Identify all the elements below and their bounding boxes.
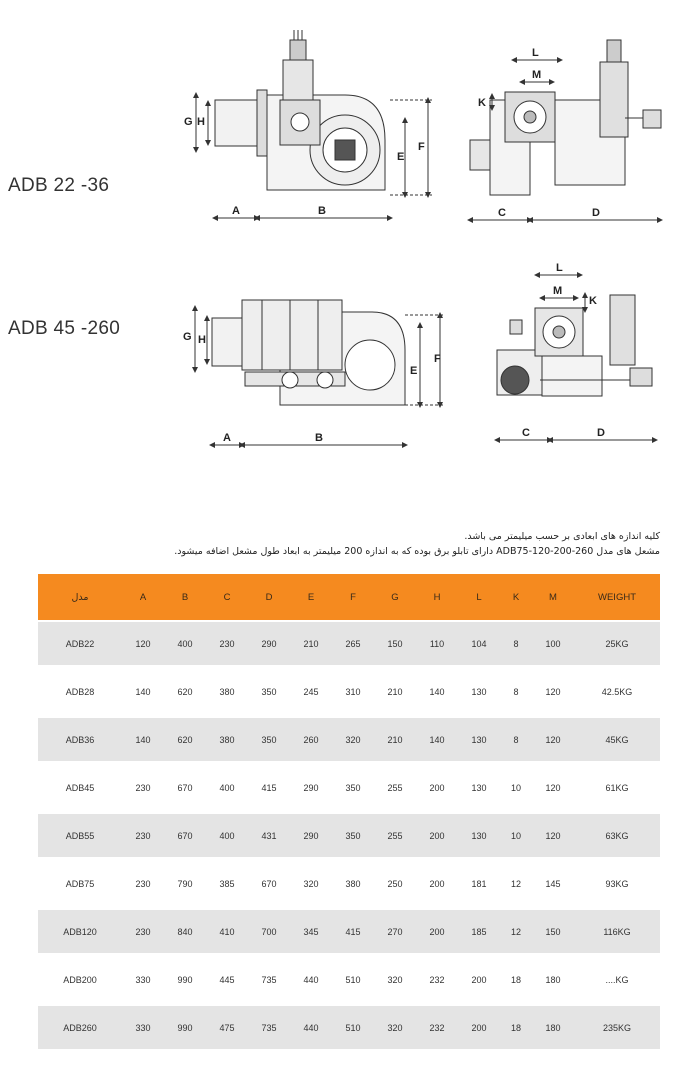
column-header: E (290, 574, 332, 622)
svg-text:F: F (434, 353, 441, 365)
table-row (38, 910, 660, 958)
model-cell: ADB28 (38, 670, 122, 718)
value-cell: 290 (290, 814, 332, 862)
column-header: مدل (38, 574, 122, 622)
value-cell: 440 (290, 1006, 332, 1054)
value-cell: 380 (206, 718, 248, 766)
value-cell: 230 (122, 910, 164, 958)
value-cell: 255 (374, 814, 416, 862)
value-cell: 320 (374, 1006, 416, 1054)
value-cell: 380 (332, 862, 374, 910)
svg-text:G: G (184, 116, 193, 128)
value-cell: 310 (332, 670, 374, 718)
value-cell: 290 (290, 766, 332, 814)
column-header: H (416, 574, 458, 622)
value-cell: 180 (532, 1006, 574, 1054)
svg-text:A: A (223, 432, 231, 444)
value-cell: 8 (500, 622, 532, 670)
value-cell: 120 (532, 814, 574, 862)
value-cell: 10 (500, 766, 532, 814)
value-cell: 12 (500, 910, 532, 958)
value-cell: 140 (122, 718, 164, 766)
value-cell: 475 (206, 1006, 248, 1054)
value-cell: 232 (416, 958, 458, 1006)
value-cell: 130 (458, 718, 500, 766)
svg-text:H: H (197, 116, 205, 128)
value-cell: 100 (532, 622, 574, 670)
value-cell: 230 (122, 862, 164, 910)
burner-dimension-drawings (0, 0, 700, 470)
value-cell: 8 (500, 670, 532, 718)
value-cell: 350 (332, 766, 374, 814)
table-row (38, 718, 660, 766)
value-cell: 265 (332, 622, 374, 670)
table-row (38, 958, 660, 1006)
model-cell: ADB120 (38, 910, 122, 958)
table-row (38, 862, 660, 910)
value-cell: 210 (374, 718, 416, 766)
value-cell: 670 (164, 814, 206, 862)
value-cell: 120 (122, 622, 164, 670)
column-header: G (374, 574, 416, 622)
value-cell: 145 (532, 862, 574, 910)
svg-text:H: H (198, 334, 206, 346)
column-header: K (500, 574, 532, 622)
value-cell: 200 (458, 1006, 500, 1054)
value-cell: 200 (416, 910, 458, 958)
svg-text:G: G (183, 331, 192, 343)
value-cell: 130 (458, 766, 500, 814)
svg-text:E: E (397, 151, 405, 163)
value-cell: 350 (248, 718, 290, 766)
value-cell: 210 (374, 670, 416, 718)
value-cell: 320 (332, 718, 374, 766)
value-cell: 385 (206, 862, 248, 910)
value-cell: 18 (500, 958, 532, 1006)
svg-text:M: M (532, 69, 542, 81)
value-cell: 735 (248, 958, 290, 1006)
value-cell: 400 (164, 622, 206, 670)
value-cell: 431 (248, 814, 290, 862)
note-units: کلیه اندازه های ابعادی بر حسب میلیمتر می باشد. (464, 531, 660, 542)
value-cell: 18 (500, 1006, 532, 1054)
value-cell: 230 (122, 814, 164, 862)
value-cell: 380 (206, 670, 248, 718)
value-cell: 210 (290, 622, 332, 670)
value-cell: 330 (122, 1006, 164, 1054)
value-cell: ....KG (574, 958, 660, 1006)
column-header: WEIGHT (574, 574, 660, 622)
value-cell: 12 (500, 862, 532, 910)
model-cell: ADB75 (38, 862, 122, 910)
value-cell: 185 (458, 910, 500, 958)
column-header: C (206, 574, 248, 622)
value-cell: 61KG (574, 766, 660, 814)
value-cell: 120 (532, 766, 574, 814)
svg-text:L: L (556, 262, 563, 274)
table-header-row (38, 574, 660, 622)
svg-text:C: C (522, 427, 530, 439)
value-cell: 445 (206, 958, 248, 1006)
value-cell: 320 (374, 958, 416, 1006)
value-cell: 670 (164, 766, 206, 814)
value-cell: 320 (290, 862, 332, 910)
svg-text:D: D (592, 207, 600, 219)
svg-text:E: E (410, 365, 418, 377)
value-cell: 245 (290, 670, 332, 718)
value-cell: 290 (248, 622, 290, 670)
table-row (38, 814, 660, 862)
model-cell: ADB55 (38, 814, 122, 862)
value-cell: 260 (290, 718, 332, 766)
value-cell: 104 (458, 622, 500, 670)
value-cell: 140 (122, 670, 164, 718)
value-cell: 510 (332, 1006, 374, 1054)
column-header: L (458, 574, 500, 622)
column-header: A (122, 574, 164, 622)
value-cell: 181 (458, 862, 500, 910)
table-row (38, 766, 660, 814)
drawing-1-front-view (470, 40, 661, 220)
value-cell: 250 (374, 862, 416, 910)
svg-text:M: M (553, 285, 563, 297)
svg-text:K: K (589, 295, 597, 307)
drawing-1-side-view (184, 30, 432, 218)
value-cell: 350 (332, 814, 374, 862)
svg-text:A: A (232, 205, 240, 217)
drawing-2-side-view (183, 300, 444, 445)
value-cell: 415 (332, 910, 374, 958)
value-cell: 230 (206, 622, 248, 670)
model-cell: ADB22 (38, 622, 122, 670)
column-header: M (532, 574, 574, 622)
value-cell: 345 (290, 910, 332, 958)
value-cell: 10 (500, 814, 532, 862)
table-row (38, 1006, 660, 1054)
value-cell: 150 (532, 910, 574, 958)
dimensions-table (38, 574, 660, 1054)
value-cell: 93KG (574, 862, 660, 910)
value-cell: 200 (458, 958, 500, 1006)
column-header: D (248, 574, 290, 622)
value-cell: 130 (458, 814, 500, 862)
value-cell: 440 (290, 958, 332, 1006)
value-cell: 25KG (574, 622, 660, 670)
model-cell: ADB45 (38, 766, 122, 814)
svg-text:B: B (318, 205, 326, 217)
value-cell: 700 (248, 910, 290, 958)
value-cell: 150 (374, 622, 416, 670)
value-cell: 410 (206, 910, 248, 958)
value-cell: 200 (416, 814, 458, 862)
value-cell: 415 (248, 766, 290, 814)
value-cell: 8 (500, 718, 532, 766)
model-cell: ADB200 (38, 958, 122, 1006)
value-cell: 255 (374, 766, 416, 814)
value-cell: 400 (206, 766, 248, 814)
value-cell: 270 (374, 910, 416, 958)
drawing-2-front-view (497, 262, 655, 440)
column-header: F (332, 574, 374, 622)
value-cell: 140 (416, 718, 458, 766)
model-cell: ADB260 (38, 1006, 122, 1054)
value-cell: 350 (248, 670, 290, 718)
value-cell: 400 (206, 814, 248, 862)
value-cell: 116KG (574, 910, 660, 958)
value-cell: 45KG (574, 718, 660, 766)
diagram-title-adb22-36: ADB 22 -36 (8, 175, 110, 196)
table-row (38, 670, 660, 718)
diagram-title-adb45-260: ADB 45 -260 (8, 318, 121, 339)
svg-text:D: D (597, 427, 605, 439)
value-cell: 180 (532, 958, 574, 1006)
svg-text:C: C (498, 207, 506, 219)
value-cell: 42.5KG (574, 670, 660, 718)
value-cell: 620 (164, 718, 206, 766)
value-cell: 230 (122, 766, 164, 814)
value-cell: 670 (248, 862, 290, 910)
svg-text:L: L (532, 47, 539, 59)
value-cell: 330 (122, 958, 164, 1006)
value-cell: 200 (416, 766, 458, 814)
note-control-panel: مشعل های مدل ADB75-120-200-260 دارای تابلو برق بوده که به اندازه 200 میلیمتر به ابعاد طول مشعل اضافه میشود. (174, 546, 660, 557)
svg-text:F: F (418, 141, 425, 153)
value-cell: 620 (164, 670, 206, 718)
value-cell: 840 (164, 910, 206, 958)
model-cell: ADB36 (38, 718, 122, 766)
value-cell: 130 (458, 670, 500, 718)
value-cell: 140 (416, 670, 458, 718)
value-cell: 990 (164, 958, 206, 1006)
svg-text:B: B (315, 432, 323, 444)
value-cell: 200 (416, 862, 458, 910)
value-cell: 232 (416, 1006, 458, 1054)
value-cell: 790 (164, 862, 206, 910)
svg-text:K: K (478, 97, 486, 109)
table-row (38, 622, 660, 670)
value-cell: 110 (416, 622, 458, 670)
value-cell: 735 (248, 1006, 290, 1054)
value-cell: 120 (532, 670, 574, 718)
column-header: B (164, 574, 206, 622)
value-cell: 990 (164, 1006, 206, 1054)
value-cell: 120 (532, 718, 574, 766)
value-cell: 235KG (574, 1006, 660, 1054)
value-cell: 510 (332, 958, 374, 1006)
value-cell: 63KG (574, 814, 660, 862)
